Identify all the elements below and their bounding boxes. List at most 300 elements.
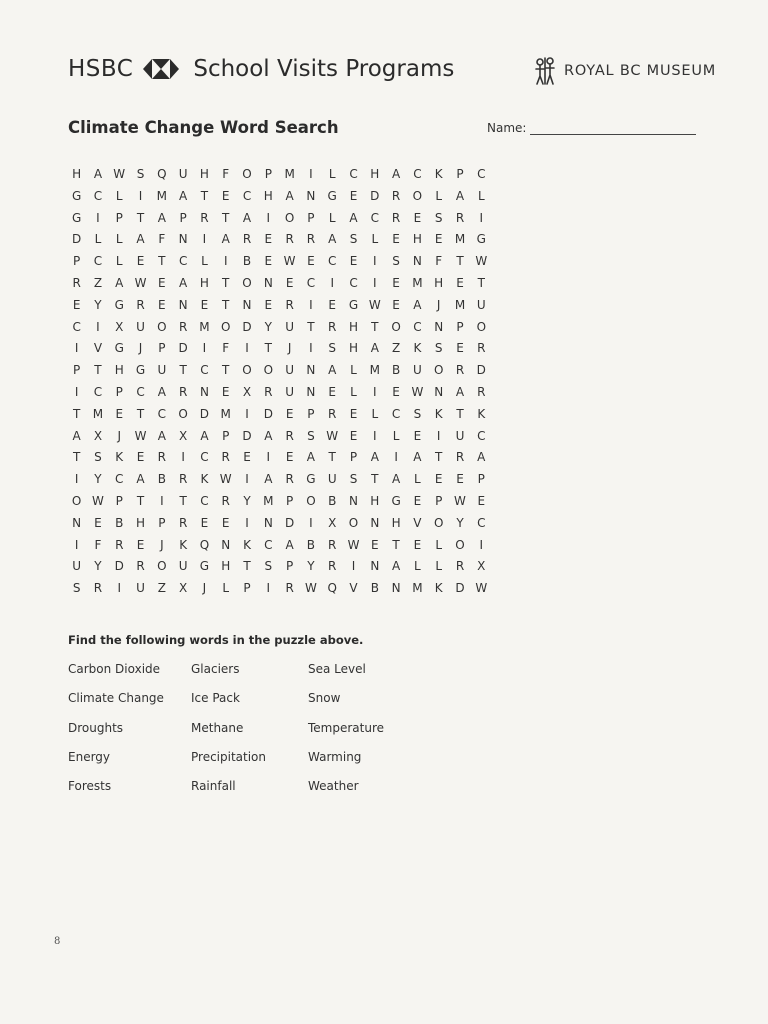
grid-letter[interactable]: L <box>115 232 123 247</box>
grid-letter[interactable]: G <box>199 559 210 574</box>
grid-letter[interactable]: P <box>307 210 315 225</box>
grid-letter[interactable]: J <box>160 537 164 552</box>
grid-letter[interactable]: X <box>179 428 188 443</box>
grid-letter[interactable]: N <box>263 275 273 290</box>
grid-letter[interactable]: C <box>413 167 422 181</box>
grid-letter[interactable]: E <box>115 406 124 421</box>
grid-letter[interactable]: M <box>284 167 295 181</box>
grid-letter[interactable]: E <box>94 515 102 530</box>
grid-letter[interactable]: P <box>73 363 81 378</box>
grid-letter[interactable]: U <box>285 363 295 378</box>
grid-letter[interactable]: I <box>202 341 207 356</box>
grid-letter[interactable]: Y <box>264 319 272 334</box>
grid-letter[interactable]: D <box>242 428 252 443</box>
grid-letter[interactable]: C <box>200 363 209 378</box>
grid-letter[interactable]: R <box>115 537 124 552</box>
grid-letter[interactable]: C <box>93 384 103 399</box>
grid-letter[interactable]: A <box>136 472 145 487</box>
grid-letter[interactable]: L <box>328 167 336 181</box>
grid-letter[interactable]: D <box>72 232 82 247</box>
grid-letter[interactable]: F <box>94 537 102 552</box>
grid-letter[interactable]: L <box>222 581 230 596</box>
grid-letter[interactable]: T <box>328 450 336 465</box>
grid-letter[interactable]: T <box>264 341 272 356</box>
grid-letter[interactable]: D <box>114 559 124 574</box>
grid-letter[interactable]: Z <box>391 341 401 356</box>
word-search-grid[interactable] <box>66 164 492 600</box>
grid-letter[interactable]: R <box>328 559 337 574</box>
grid-letter[interactable]: C <box>477 167 486 181</box>
grid-letter[interactable]: X <box>242 384 252 399</box>
grid-letter[interactable]: P <box>264 167 272 181</box>
grid-letter[interactable]: I <box>266 450 271 465</box>
grid-letter[interactable]: P <box>477 472 485 487</box>
grid-letter[interactable]: O <box>242 275 252 290</box>
grid-letter[interactable]: D <box>455 581 465 596</box>
grid-letter[interactable]: H <box>199 167 209 181</box>
grid-letter[interactable]: O <box>242 363 252 378</box>
grid-letter[interactable]: T <box>136 493 145 508</box>
grid-letter[interactable]: T <box>136 406 145 421</box>
grid-letter[interactable]: D <box>178 341 188 356</box>
grid-letter[interactable]: W <box>411 384 424 399</box>
grid-letter[interactable]: E <box>243 450 251 465</box>
grid-letter[interactable]: T <box>200 188 209 203</box>
grid-letter[interactable]: O <box>284 210 295 225</box>
grid-letter[interactable]: I <box>138 188 143 203</box>
grid-letter[interactable]: I <box>351 559 356 574</box>
grid-letter[interactable]: R <box>455 363 465 378</box>
grid-letter[interactable]: Q <box>327 581 337 596</box>
grid-letter[interactable]: E <box>200 515 209 530</box>
grid-letter[interactable]: S <box>94 450 102 465</box>
grid-letter[interactable]: T <box>222 363 230 378</box>
grid-letter[interactable]: H <box>370 167 380 181</box>
grid-letter[interactable]: H <box>221 559 231 574</box>
grid-letter[interactable]: O <box>221 319 231 334</box>
grid-letter[interactable]: O <box>157 559 167 574</box>
grid-letter[interactable]: H <box>114 363 124 378</box>
grid-letter[interactable]: T <box>307 319 315 334</box>
grid-letter[interactable]: L <box>435 559 443 574</box>
grid-letter[interactable]: P <box>115 493 123 508</box>
grid-letter[interactable]: S <box>392 254 400 269</box>
grid-letter[interactable]: I <box>309 297 313 312</box>
grid-letter[interactable]: I <box>309 515 313 530</box>
grid-letter[interactable]: Y <box>94 559 102 574</box>
grid-letter[interactable]: U <box>285 384 295 399</box>
grid-letter[interactable]: O <box>157 319 167 334</box>
grid-letter[interactable]: E <box>136 537 145 552</box>
grid-letter[interactable]: O <box>476 319 487 334</box>
grid-letter[interactable]: X <box>477 559 486 574</box>
grid-letter[interactable]: E <box>434 232 443 247</box>
grid-letter[interactable]: G <box>391 493 401 508</box>
grid-letter[interactable]: V <box>93 341 103 356</box>
grid-letter[interactable]: H <box>263 188 273 203</box>
grid-letter[interactable]: M <box>412 275 423 290</box>
grid-letter[interactable]: R <box>391 188 401 203</box>
grid-letter[interactable]: L <box>435 537 443 552</box>
grid-letter[interactable]: K <box>200 472 209 487</box>
grid-letter[interactable]: R <box>285 581 294 596</box>
grid-letter[interactable]: E <box>413 493 422 508</box>
grid-letter[interactable]: H <box>199 275 209 290</box>
grid-letter[interactable]: R <box>477 341 486 356</box>
grid-letter[interactable]: E <box>349 428 358 443</box>
grid-letter[interactable]: T <box>158 254 166 269</box>
grid-letter[interactable]: C <box>242 188 252 203</box>
grid-letter[interactable]: R <box>285 297 294 312</box>
grid-letter[interactable]: A <box>179 188 188 203</box>
grid-letter[interactable]: I <box>181 450 185 465</box>
grid-letter[interactable]: R <box>285 232 294 247</box>
grid-letter[interactable]: P <box>158 341 166 356</box>
grid-letter[interactable]: H <box>434 275 444 290</box>
grid-letter[interactable]: R <box>328 537 337 552</box>
grid-letter[interactable]: E <box>328 384 336 399</box>
grid-letter[interactable]: C <box>200 493 209 508</box>
grid-letter[interactable]: P <box>222 428 230 443</box>
grid-letter[interactable]: M <box>199 319 210 334</box>
grid-letter[interactable]: E <box>221 384 230 399</box>
grid-letter[interactable]: G <box>348 297 359 312</box>
grid-letter[interactable]: D <box>284 515 295 530</box>
grid-letter[interactable]: N <box>306 363 316 378</box>
grid-letter[interactable]: A <box>349 210 358 225</box>
grid-letter[interactable]: I <box>245 341 249 356</box>
grid-letter[interactable]: E <box>456 472 464 487</box>
grid-letter[interactable]: A <box>413 297 422 312</box>
grid-letter[interactable]: I <box>245 472 249 487</box>
grid-letter[interactable]: F <box>158 232 166 247</box>
grid-letter[interactable]: G <box>327 188 337 203</box>
grid-letter[interactable]: E <box>392 297 400 312</box>
grid-letter[interactable]: E <box>136 254 145 269</box>
grid-letter[interactable]: P <box>115 384 123 399</box>
grid-letter[interactable]: B <box>242 254 252 269</box>
grid-letter[interactable]: W <box>475 254 488 269</box>
grid-letter[interactable]: W <box>113 167 126 181</box>
grid-letter[interactable]: E <box>413 210 422 225</box>
grid-letter[interactable]: C <box>413 319 422 334</box>
grid-letter[interactable]: R <box>242 232 252 247</box>
grid-letter[interactable]: O <box>178 406 188 421</box>
grid-letter[interactable]: H <box>72 167 82 181</box>
grid-letter[interactable]: N <box>306 188 316 203</box>
grid-letter[interactable]: I <box>223 254 228 269</box>
grid-letter[interactable]: A <box>391 167 401 181</box>
grid-letter[interactable]: K <box>434 406 443 421</box>
grid-letter[interactable]: U <box>455 428 465 443</box>
grid-letter[interactable]: G <box>114 297 124 312</box>
grid-letter[interactable]: B <box>328 493 337 508</box>
grid-letter[interactable]: E <box>136 450 145 465</box>
grid-letter[interactable]: A <box>328 363 337 378</box>
grid-letter[interactable]: E <box>285 450 294 465</box>
grid-letter[interactable]: I <box>479 210 484 225</box>
grid-letter[interactable]: W <box>134 275 147 290</box>
grid-letter[interactable]: N <box>221 537 231 552</box>
grid-letter[interactable]: B <box>115 515 124 530</box>
grid-letter[interactable]: T <box>477 275 485 290</box>
grid-letter[interactable]: H <box>348 319 359 334</box>
grid-letter[interactable]: L <box>328 210 336 225</box>
grid-letter[interactable]: U <box>413 363 422 378</box>
grid-letter[interactable]: B <box>306 537 316 552</box>
grid-letter[interactable]: I <box>245 406 249 421</box>
grid-letter[interactable]: A <box>306 450 316 465</box>
grid-letter[interactable]: R <box>391 210 401 225</box>
grid-letter[interactable]: E <box>392 232 400 247</box>
grid-letter[interactable]: O <box>306 493 316 508</box>
grid-letter[interactable]: A <box>477 450 486 465</box>
grid-letter[interactable]: K <box>413 341 422 356</box>
grid-letter[interactable]: D <box>370 188 380 203</box>
grid-letter[interactable]: E <box>72 297 81 312</box>
grid-letter[interactable]: C <box>370 210 379 225</box>
grid-letter[interactable]: U <box>285 319 295 334</box>
grid-letter[interactable]: O <box>433 515 444 530</box>
grid-letter[interactable]: H <box>136 515 146 530</box>
grid-letter[interactable]: A <box>328 232 337 247</box>
grid-letter[interactable]: M <box>412 581 423 596</box>
grid-letter[interactable]: O <box>71 493 82 508</box>
grid-letter[interactable]: T <box>456 406 464 421</box>
grid-letter[interactable]: I <box>96 210 100 225</box>
grid-letter[interactable]: R <box>178 515 188 530</box>
grid-letter[interactable]: O <box>433 363 444 378</box>
grid-letter[interactable]: I <box>74 341 79 356</box>
grid-letter[interactable]: P <box>456 167 464 181</box>
grid-letter[interactable]: I <box>74 537 79 552</box>
grid-letter[interactable]: I <box>373 384 377 399</box>
grid-letter[interactable]: W <box>283 254 296 269</box>
grid-letter[interactable]: E <box>158 297 166 312</box>
grid-letter[interactable]: A <box>221 232 230 247</box>
grid-letter[interactable]: R <box>264 384 273 399</box>
grid-letter[interactable]: C <box>93 188 103 203</box>
grid-letter[interactable]: V <box>413 515 422 530</box>
grid-letter[interactable]: A <box>93 167 103 181</box>
grid-letter[interactable]: C <box>264 537 273 552</box>
grid-letter[interactable]: I <box>479 537 484 552</box>
grid-letter[interactable]: R <box>455 559 465 574</box>
grid-letter[interactable]: M <box>454 297 466 312</box>
grid-letter[interactable]: C <box>477 515 486 530</box>
grid-letter[interactable]: P <box>158 515 166 530</box>
grid-letter[interactable]: K <box>115 450 124 465</box>
grid-letter[interactable]: U <box>72 559 82 574</box>
grid-letter[interactable]: E <box>221 515 230 530</box>
grid-letter[interactable]: E <box>349 188 358 203</box>
grid-letter[interactable]: L <box>371 232 379 247</box>
grid-letter[interactable]: B <box>370 581 379 596</box>
grid-letter[interactable]: I <box>330 275 334 290</box>
grid-letter[interactable]: T <box>456 254 464 269</box>
grid-letter[interactable]: V <box>349 581 358 596</box>
grid-letter[interactable]: N <box>370 515 380 530</box>
grid-letter[interactable]: P <box>285 559 294 574</box>
grid-letter[interactable]: S <box>434 341 443 356</box>
grid-letter[interactable]: A <box>242 210 252 225</box>
grid-letter[interactable]: R <box>455 450 465 465</box>
grid-letter[interactable]: F <box>222 341 230 356</box>
grid-letter[interactable]: W <box>454 493 466 508</box>
grid-letter[interactable]: X <box>179 581 188 596</box>
grid-letter[interactable]: T <box>94 363 102 378</box>
grid-letter[interactable]: R <box>136 559 145 574</box>
grid-letter[interactable]: L <box>392 428 400 443</box>
grid-letter[interactable]: D <box>263 406 273 421</box>
grid-letter[interactable]: M <box>369 363 380 378</box>
grid-letter[interactable]: E <box>328 297 336 312</box>
grid-letter[interactable]: A <box>391 559 401 574</box>
grid-letter[interactable]: P <box>285 493 294 508</box>
grid-letter[interactable]: K <box>179 537 188 552</box>
grid-letter[interactable]: T <box>179 363 187 378</box>
grid-letter[interactable]: P <box>243 581 251 596</box>
grid-letter[interactable]: A <box>115 275 124 290</box>
grid-letter[interactable]: T <box>72 450 81 465</box>
grid-letter[interactable]: W <box>304 581 317 596</box>
grid-letter[interactable]: A <box>179 275 188 290</box>
grid-letter[interactable]: Y <box>94 472 102 487</box>
grid-letter[interactable]: E <box>307 254 315 269</box>
grid-letter[interactable]: A <box>370 450 379 465</box>
grid-letter[interactable]: N <box>434 384 444 399</box>
grid-letter[interactable]: R <box>157 450 166 465</box>
grid-letter[interactable]: T <box>435 450 443 465</box>
grid-letter[interactable]: R <box>477 384 486 399</box>
grid-letter[interactable]: O <box>263 363 274 378</box>
grid-letter[interactable]: X <box>115 319 124 334</box>
grid-letter[interactable]: R <box>306 232 316 247</box>
grid-letter[interactable]: O <box>412 188 423 203</box>
grid-letter[interactable]: A <box>264 428 273 443</box>
name-blank-line[interactable] <box>530 122 696 135</box>
grid-letter[interactable]: H <box>412 232 422 247</box>
grid-letter[interactable]: N <box>242 297 252 312</box>
grid-letter[interactable]: H <box>348 341 359 356</box>
name-field[interactable] <box>487 121 696 135</box>
grid-letter[interactable]: L <box>201 254 208 269</box>
grid-letter[interactable]: A <box>455 384 465 399</box>
grid-letter[interactable]: C <box>391 406 401 421</box>
grid-letter[interactable]: R <box>200 210 209 225</box>
grid-letter[interactable]: G <box>71 188 82 203</box>
grid-letter[interactable]: E <box>434 472 443 487</box>
grid-letter[interactable]: J <box>202 581 207 596</box>
grid-letter[interactable]: L <box>414 559 421 574</box>
grid-letter[interactable]: C <box>200 450 209 465</box>
grid-letter[interactable]: T <box>179 493 187 508</box>
grid-letter[interactable]: U <box>327 472 337 487</box>
grid-letter[interactable]: I <box>74 472 79 487</box>
grid-letter[interactable]: O <box>348 515 359 530</box>
grid-letter[interactable]: A <box>72 428 81 443</box>
grid-letter[interactable]: Y <box>243 493 251 508</box>
grid-letter[interactable]: D <box>242 319 252 334</box>
grid-letter[interactable]: Y <box>94 297 102 312</box>
grid-letter[interactable]: I <box>309 341 313 356</box>
grid-letter[interactable]: C <box>178 254 188 269</box>
grid-letter[interactable]: C <box>328 254 337 269</box>
grid-letter[interactable]: I <box>266 210 271 225</box>
grid-letter[interactable]: P <box>456 319 464 334</box>
grid-letter[interactable]: F <box>222 167 230 181</box>
grid-letter[interactable]: E <box>264 232 273 247</box>
grid-letter[interactable]: P <box>73 254 81 269</box>
grid-letter[interactable]: E <box>477 493 486 508</box>
grid-letter[interactable]: W <box>326 428 339 443</box>
grid-letter[interactable]: R <box>328 319 337 334</box>
grid-letter[interactable]: L <box>115 188 123 203</box>
grid-letter[interactable]: C <box>72 319 81 334</box>
grid-letter[interactable]: M <box>263 493 274 508</box>
grid-letter[interactable]: I <box>309 167 313 181</box>
grid-letter[interactable]: R <box>136 297 145 312</box>
grid-letter[interactable]: T <box>371 472 379 487</box>
grid-letter[interactable]: A <box>391 472 401 487</box>
grid-letter[interactable]: M <box>454 232 466 247</box>
grid-letter[interactable]: N <box>178 297 188 312</box>
grid-letter[interactable]: N <box>306 384 316 399</box>
grid-letter[interactable]: R <box>455 210 465 225</box>
grid-letter[interactable]: O <box>242 167 252 181</box>
grid-letter[interactable]: K <box>243 537 251 552</box>
grid-letter[interactable]: I <box>436 428 441 443</box>
grid-letter[interactable]: Z <box>157 581 166 596</box>
grid-letter[interactable]: C <box>157 406 167 421</box>
grid-letter[interactable]: G <box>114 341 124 356</box>
grid-letter[interactable]: E <box>158 275 166 290</box>
grid-letter[interactable]: R <box>285 428 294 443</box>
grid-letter[interactable]: J <box>287 341 292 356</box>
grid-letter[interactable]: Q <box>199 537 210 552</box>
grid-letter[interactable]: I <box>373 254 377 269</box>
grid-letter[interactable]: A <box>157 428 166 443</box>
grid-letter[interactable]: S <box>349 472 358 487</box>
grid-letter[interactable]: W <box>475 581 488 596</box>
grid-letter[interactable]: R <box>285 472 294 487</box>
grid-letter[interactable]: A <box>136 232 145 247</box>
grid-letter[interactable]: M <box>220 406 231 421</box>
grid-letter[interactable]: N <box>263 515 273 530</box>
grid-letter[interactable]: L <box>435 188 443 203</box>
grid-letter[interactable]: S <box>434 210 443 225</box>
grid-letter[interactable]: S <box>328 341 337 356</box>
grid-letter[interactable]: I <box>394 450 398 465</box>
grid-letter[interactable]: L <box>350 384 357 399</box>
grid-letter[interactable]: R <box>221 493 230 508</box>
grid-letter[interactable]: P <box>307 406 315 421</box>
grid-letter[interactable]: T <box>136 210 145 225</box>
grid-letter[interactable]: P <box>435 493 443 508</box>
grid-letter[interactable]: U <box>476 297 486 312</box>
grid-letter[interactable]: J <box>138 341 143 356</box>
grid-letter[interactable]: L <box>94 232 102 247</box>
grid-letter[interactable]: X <box>93 428 103 443</box>
grid-letter[interactable]: E <box>200 297 209 312</box>
grid-letter[interactable]: S <box>264 559 273 574</box>
grid-letter[interactable]: N <box>370 559 380 574</box>
grid-letter[interactable]: B <box>391 363 401 378</box>
grid-letter[interactable]: I <box>245 515 249 530</box>
grid-letter[interactable]: L <box>477 188 485 203</box>
grid-letter[interactable]: U <box>136 581 145 596</box>
grid-letter[interactable]: T <box>222 210 230 225</box>
